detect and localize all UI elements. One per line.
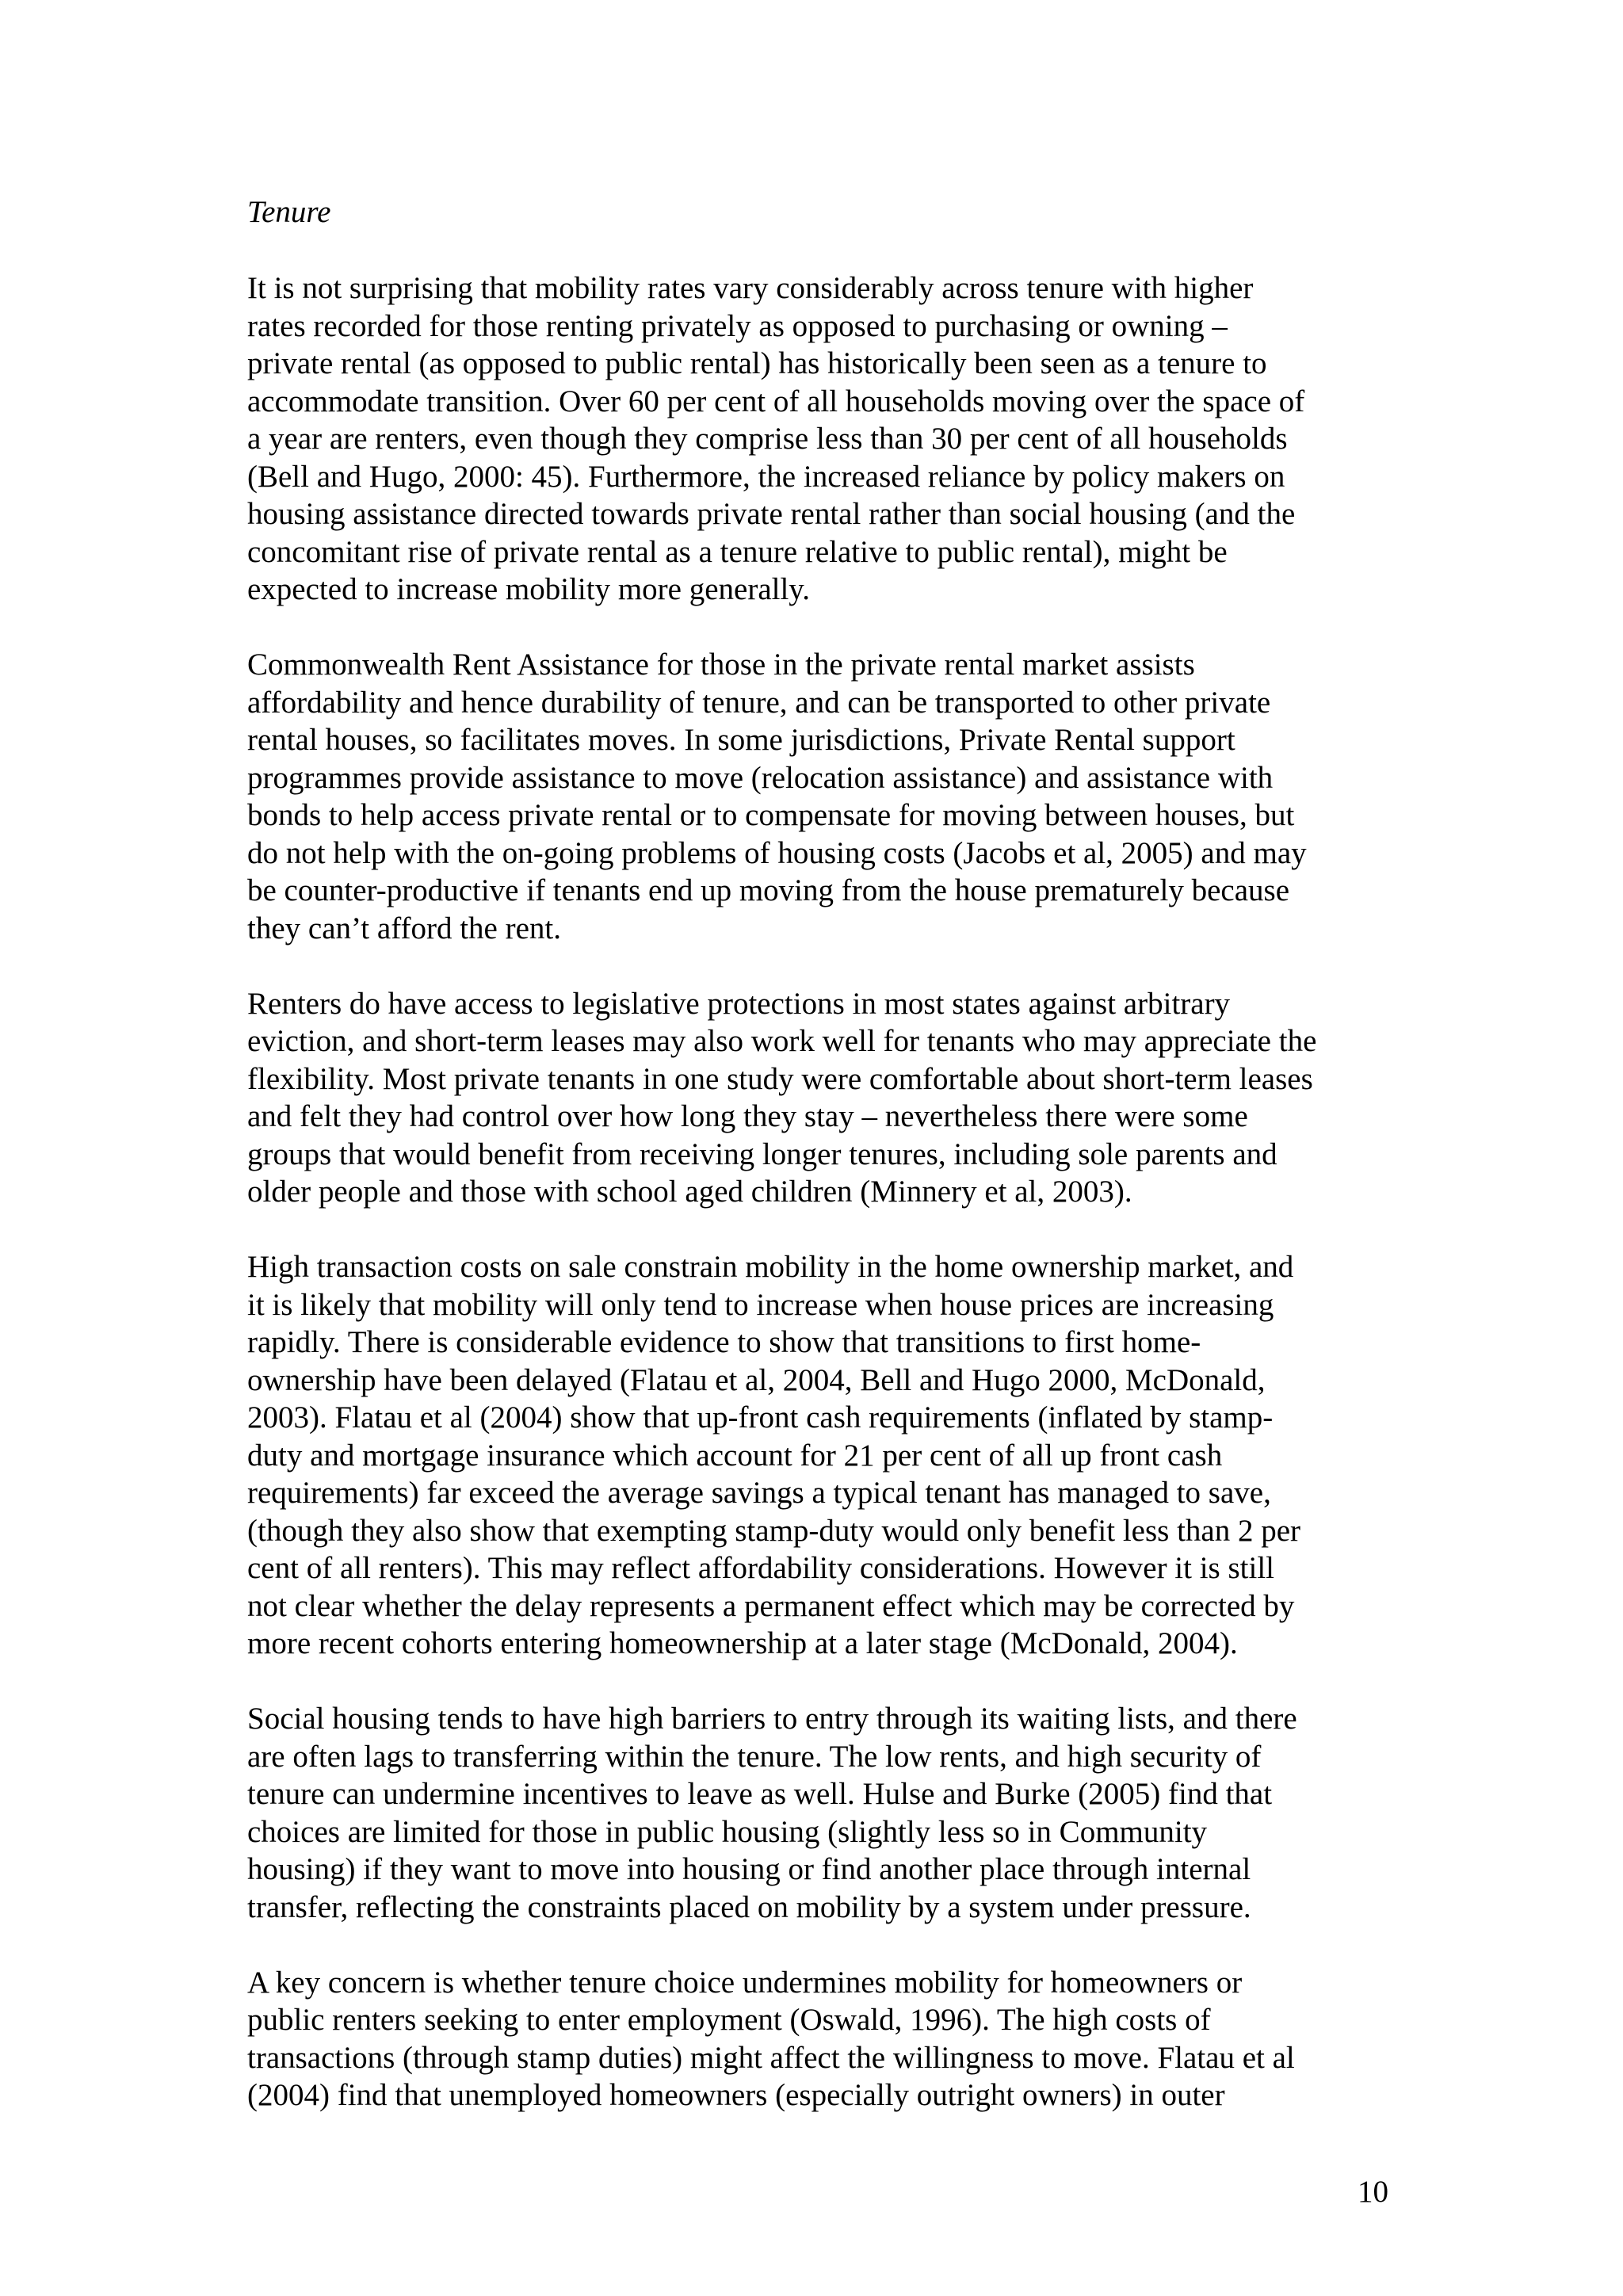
text-line: (Bell and Hugo, 2000: 45). Furthermore, the increased reliance by policy makers on <box>247 459 1285 494</box>
text-line: rental houses, so facilitates moves. In some jurisdictions, Private Rental support <box>247 723 1235 757</box>
text-line: they can’t afford the rent. <box>247 911 561 946</box>
text-line: housing) if they want to move into housing or find another place through internal <box>247 1852 1251 1886</box>
text-line: ownership have been delayed (Flatau et al, 2004, Bell and Hugo 2000, McDonald, <box>247 1362 1266 1397</box>
section-heading: Tenure <box>247 195 331 229</box>
text-line: rapidly. There is considerable evidence to show that transitions to first home- <box>247 1325 1201 1359</box>
text-line: and felt they had control over how long they stay – nevertheless there were some <box>247 1099 1248 1133</box>
paragraph <box>247 1700 1388 1926</box>
text-line: more recent cohorts entering homeownership at a later stage (McDonald, 2004). <box>247 1626 1238 1660</box>
text-line: are often lags to transferring within the tenure. The low rents, and high security of <box>247 1739 1262 1774</box>
text-line: concomitant rise of private rental as a tenure relative to public rental), might be <box>247 534 1228 569</box>
page-body <box>247 193 1388 2152</box>
paragraph <box>247 646 1388 947</box>
text-line: Social housing tends to have high barriers to entry through its waiting lists, and there <box>247 1702 1297 1736</box>
text-line: private rental (as opposed to public rental) has historically been seen as a tenure to <box>247 346 1267 380</box>
text-line: 2003). Flatau et al (2004) show that up-front cash requirements (inflated by stamp- <box>247 1400 1274 1435</box>
text-line: programmes provide assistance to move (relocation assistance) and assistance with <box>247 760 1274 795</box>
text-line: It is not surprising that mobility rates vary considerably across tenure with higher <box>247 271 1254 305</box>
text-line: (though they also show that exempting stamp-duty would only benefit less than 2 per <box>247 1513 1301 1548</box>
page-number: 10 <box>1358 2175 1388 2209</box>
text-line: Renters do have access to legislative protections in most states against arbitrary <box>247 986 1231 1021</box>
paragraph <box>247 985 1388 1211</box>
text-line: groups that would benefit from receiving longer tenures, including sole parents and <box>247 1137 1277 1171</box>
text-line: rates recorded for those renting privately as opposed to purchasing or owning – <box>247 308 1228 343</box>
text-line: a year are renters, even though they comprise less than 30 per cent of all households <box>247 422 1288 456</box>
text-line: High transaction costs on sale constrain mobility in the home ownership market, and <box>247 1250 1294 1284</box>
text-line: public renters seeking to enter employment (Oswald, 1996). The high costs of <box>247 2003 1211 2037</box>
paragraph <box>247 1964 1388 2115</box>
text-line: tenure can undermine incentives to leave as well. Hulse and Burke (2005) find that <box>247 1777 1273 1811</box>
paragraph-list <box>247 269 1388 2115</box>
paragraph <box>247 1248 1388 1663</box>
text-line: accommodate transition. Over 60 per cent of all households moving over the space of <box>247 384 1305 418</box>
text-line: eviction, and short-term leases may also work well for tenants who may appreciate the <box>247 1024 1317 1058</box>
text-line: A key concern is whether tenure choice undermines mobility for homeowners or <box>247 1965 1243 2000</box>
text-line: (2004) find that unemployed homeowners (especially outright owners) in outer <box>247 2078 1225 2112</box>
text-line: be counter-productive if tenants end up moving from the house prematurely because <box>247 873 1290 907</box>
text-line: do not help with the on-going problems of housing costs (Jacobs et al, 2005) and may <box>247 835 1307 870</box>
text-line: flexibility. Most private tenants in one study were comfortable about short-term leases <box>247 1061 1313 1096</box>
text-line: housing assistance directed towards private rental rather than social housing (and the <box>247 497 1296 531</box>
text-line: transactions (through stamp duties) might affect the willingness to move. Flatau et al <box>247 2040 1295 2075</box>
text-line: it is likely that mobility will only tend to increase when house prices are increasing <box>247 1287 1274 1322</box>
text-line: older people and those with school aged children (Minnery et al, 2003). <box>247 1175 1132 1209</box>
text-line: bonds to help access private rental or to compensate for moving between houses, but <box>247 798 1295 832</box>
paragraph <box>247 269 1388 609</box>
text-line: cent of all renters). This may reflect affordability considerations. However it is still <box>247 1551 1275 1585</box>
text-line: transfer, reflecting the constraints placed on mobility by a system under pressure. <box>247 1889 1251 1924</box>
text-line: Commonwealth Rent Assistance for those in the private rental market assists <box>247 648 1195 682</box>
text-line: choices are limited for those in public housing (slightly less so in Community <box>247 1814 1208 1849</box>
text-line: affordability and hence durability of tenure, and can be transported to other private <box>247 685 1271 720</box>
text-line: requirements) far exceed the average savings a typical tenant has managed to save, <box>247 1476 1271 1510</box>
text-line: not clear whether the delay represents a permanent effect which may be corrected by <box>247 1588 1295 1623</box>
text-line: duty and mortgage insurance which account for 21 per cent of all up front cash <box>247 1438 1223 1473</box>
text-line: expected to increase mobility more generally. <box>247 572 811 606</box>
